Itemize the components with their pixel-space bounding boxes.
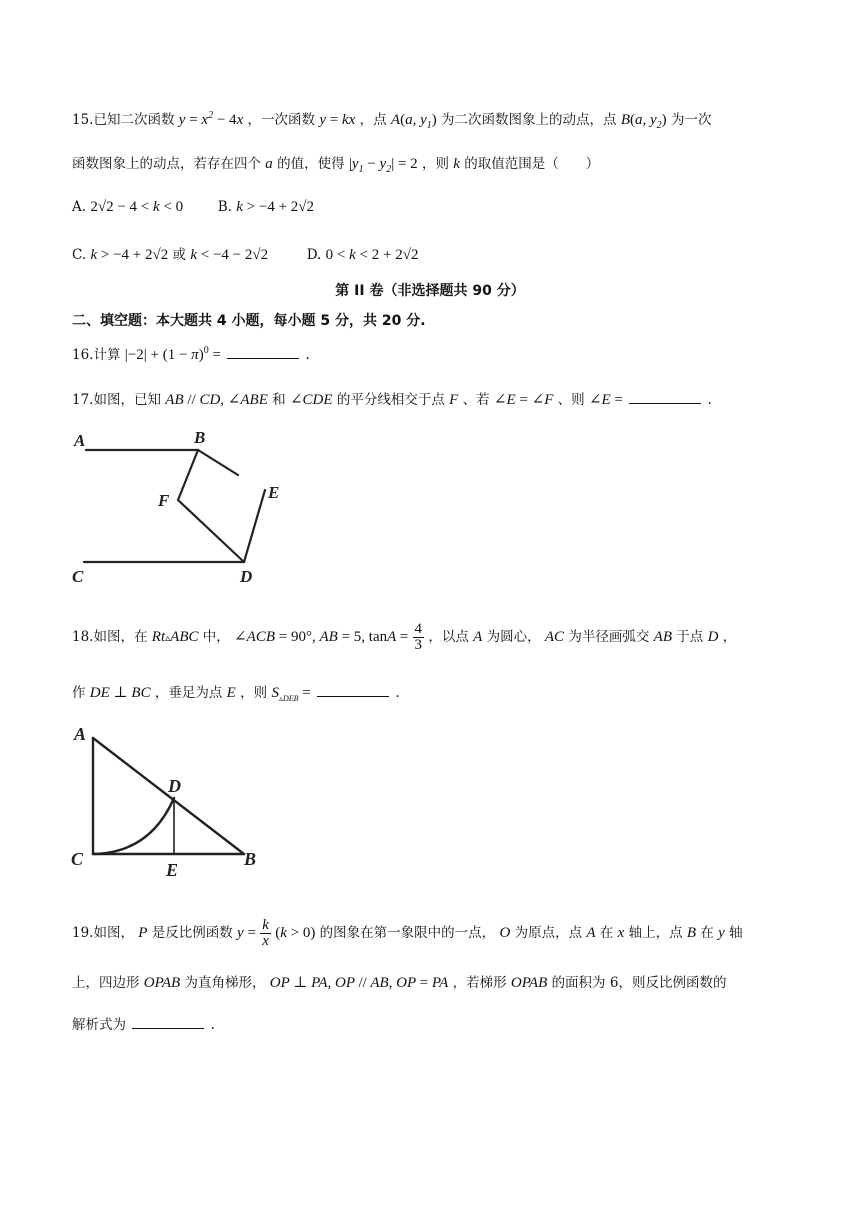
answer-blank-17[interactable] [629,402,701,404]
option-c[interactable]: C. k > −4 + 2√2 或 k < −4 − 2√2 [72,247,269,263]
segment-fd [178,500,244,562]
q19-line1: 19.如图， P 是反比例函数 y = $\frac{k}{x}$ (k > 0) 的图象在第一象限中的一点， O 为原点，点 A 在 x 轴上，点 B 在 y 轴 [72,917,743,949]
label-f: F [158,491,170,510]
label-e: E [166,860,179,880]
segment-ed [244,490,265,562]
section-subtitle: 二、填空题：本大题共 4 小题，每小题 5 分，共 20 分. [72,313,426,329]
segment-be [198,450,238,475]
fraction-k-x: $\frac{k}{x}$ [262,917,269,949]
answer-blank-19[interactable] [132,1027,204,1029]
q15-line1: 15.已知二次函数 $y = x^2 - 4x$ ，一次函数 y = kx ，点 A(a, $y_1$) 为二次函数图象上的动点，点 B(a, $y_2$) 为一次 [72,110,712,131]
label-c: C [71,849,84,869]
answer-blank-16[interactable] [227,357,299,359]
segment-ab [93,738,244,854]
q15-options-ab [72,199,314,216]
answer-blank-18[interactable] [317,695,389,697]
option-a[interactable]: A. 2√2 − 4 < k < 0 [72,199,184,215]
q19-line2: 上，四边形 OPAB 为直角梯形， OP ⊥ PA, OP // AB, OP = PA ，若梯形 OPAB 的面积为 6，则反比例函数的 [72,975,727,991]
fraction-4-3: $\frac{4}{3}$ [414,621,423,653]
q19-line3: 解析式为 . [72,1017,215,1033]
linear-function: y = kx [319,112,356,128]
label-a: A [74,724,87,744]
label-e: E [268,483,280,502]
quadratic-function: $y = x^2 - 4x$ [178,110,244,128]
segment-bf [178,450,198,500]
label-b: B [244,849,257,869]
q18-line1: 18.如图，在 Rt▵ABC 中， ∠ACB = 90°, AB = 5, tanA = $\frac{4}{3}$ ，以点 A 为圆心， AC 为半径画弧交 AB 于点 D ， [72,621,737,653]
abs-diff-expr: $|y_1 - y_2| = 2$ [348,156,418,175]
label-d: D [168,776,181,796]
point-b-expr: B(a, $y_2$) [620,112,667,131]
label-a: A [74,431,86,450]
option-d[interactable]: D. 0 < k < 2 + 2√2 [306,247,419,263]
option-b[interactable]: B. k > −4 + 2√2 [217,199,315,215]
label-c: C [72,567,84,586]
point-a-expr: A(a, $y_1$) [390,112,437,131]
label-b: B [194,428,206,447]
q16-expression: $|-2| + (1 - \pi)^0$ = [124,345,221,363]
q15-options-cd [72,243,418,264]
arc-cd [93,798,174,854]
q17-line: 17.如图，已知 AB // CD, ∠ABE 和 ∠CDE 的平分线相交于点 F 、若 ∠E = ∠F 、则 ∠E = . [72,392,712,408]
section-title: 第 II 卷（非选择题共 90 分） [335,283,525,299]
q18-figure [60,718,280,883]
label-d: D [240,567,253,586]
q17-figure [60,420,310,590]
q18-line2: 作 DE ⊥ BC ，垂足为点 E ，则 $S_{▵DEB}$ = . [72,685,400,703]
q15-line2: 函数图象上的动点，若存在四个 a 的值，使得 $|y_1 - y_2| = 2$ ，则 k 的取值范围是（ ） [72,156,600,175]
q16-line: 16.计算 $|-2| + (1 - \pi)^0$ = . [72,345,310,363]
